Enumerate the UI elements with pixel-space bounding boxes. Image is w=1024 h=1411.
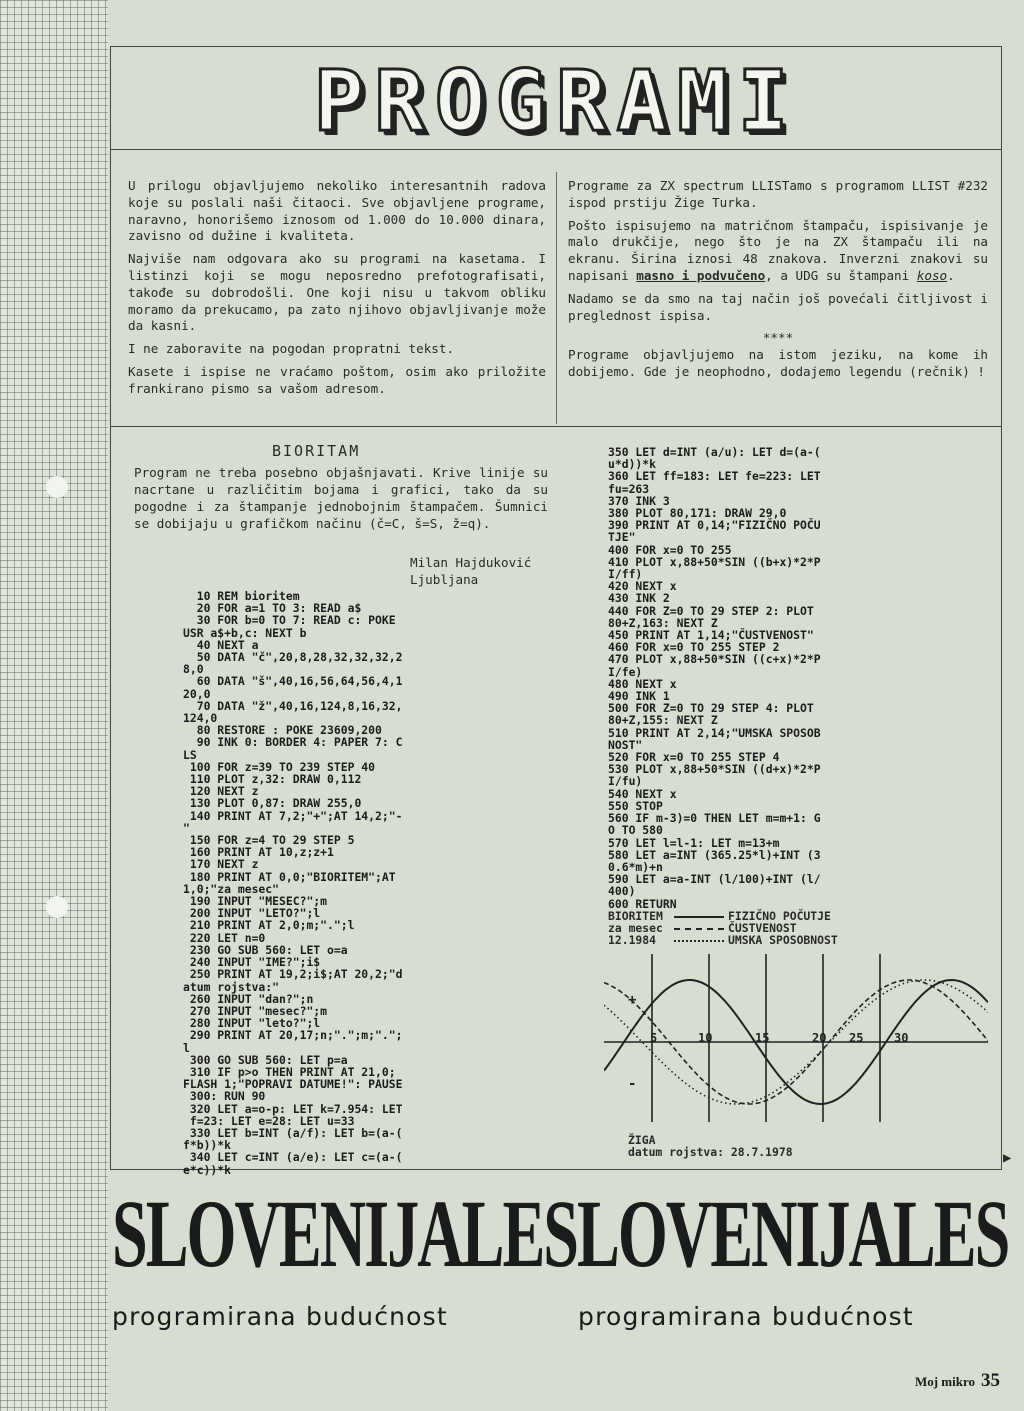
- intro-paragraph: U prilogu objavljujemo nekoliko interesantnih radova koje su poslali naši čitaoci. Sve objavljene programe, naravno, honorišemo iznosom od 1.000 do 10.000 dinara, zavisno od dužine i kvaliteta.: [128, 178, 546, 244]
- tick-label: 5: [650, 1031, 658, 1045]
- legend-series: ČUSTVENOST: [728, 921, 797, 936]
- section-divider: [110, 426, 1002, 427]
- legend-heading: za mesec: [608, 921, 663, 936]
- intro-right-column: [568, 178, 988, 387]
- minus-label: -: [628, 1076, 637, 1092]
- binder-hole: [46, 476, 68, 498]
- intro-paragraph: Nadamo se da smo na taj način još povećali čitljivost i preglednost ispisa.: [568, 290, 988, 323]
- legend-solid-line: [674, 916, 724, 918]
- title-box: [110, 46, 1002, 150]
- legend-series: UMSKA SPOSOBNOST: [728, 933, 838, 948]
- code-listing-left: 10 REM bioritem 20 FOR a=1 TO 3: READ a$ 30 FOR b=0 TO 7: READ c: POKE USR a$+b,c: NEXT b 40 NEXT a 50 DATA "č",20,8,28,32,32,32,2 8,0 60 DATA "š",40,16,56,64,56,4,1 20,0 70 DATA "ž",40,16,124,8,16,32, 124,0 80 RESTORE : POKE 23609,200 90 INK 0: BORDER 4: PAPER 7: C LS 100 FOR z=39 TO 239 STEP 40 110 PLOT z,32: DRAW 0,112 120 NEXT z 130 PLOT 0,87: DRAW 255,0 140 PRINT AT 7,2;"+";AT 14,2;"- " 150 FOR z=4 TO 29 STEP 5 160 PRINT AT 10,z;z+1 170 NEXT z 180 PRINT AT 0,0;"BIORITEM";AT 1,0;"za mesec" 190 INPUT "MESEC?";m 200 INPUT "LETO?";l 210 PRINT AT 2,0;m;".";l 220 LET n=0 230 GO SUB 560: LET o=a 240 INPUT "IME?";i$ 250 PRINT AT 19,2;i$;AT 20,2;"d atum rojstva:" 260 INPUT "dan?";n 270 INPUT "mesec?";m 280 INPUT "leto?";l 290 PRINT AT 20,17;n;".";m;"."; l 300 GO SUB 560: LET p=a 310 IF p>o THEN PRINT AT 21,0; FLASH 1;"POPRAVI DATUME!": PAUSE 300: RUN 90 320 LET a=o-p: LET k=7.954: LET f=23: LET e=28: LET u=33 330 LET b=INT (a/f): LET b=(a-( f*b))*k 340 LET c=INT (a/e): LET c=(a-( e*c))*k: [183, 589, 403, 1177]
- intro-paragraph: Programe za ZX spectrum LLISTamo s programom LLIST #232 ispod prstiju Žige Turka.: [568, 178, 988, 210]
- text-run: , a UDG su štampani: [765, 267, 917, 283]
- intro-paragraph: Kasete i ispise ne vraćamo poštom, osim ako priložite frankirano pismo sa vašom adresom.: [128, 363, 546, 396]
- intro-paragraph: Programe objavljujemo na istom jeziku, na kome ih dobijemo. Gde je neophodno, dodajemo legendu (rečnik) !: [568, 347, 988, 379]
- italic-text: koso: [916, 267, 948, 283]
- intro-left-column: [128, 178, 546, 404]
- legend-heading: 12.1984: [608, 933, 657, 948]
- intro-paragraph: [568, 218, 988, 285]
- biorhythm-graph: [604, 950, 988, 1130]
- plus-label: +: [628, 992, 637, 1008]
- author-city: Ljubljana: [410, 572, 479, 587]
- tick-label: 30: [894, 1031, 909, 1045]
- continue-arrow-icon: ▶: [1003, 1150, 1012, 1166]
- legend-heading: BIORITEM: [608, 909, 663, 923]
- article-text: Program ne treba posebno objašnjavati. Krive linije su nacrtane u različitim bojama i grafici, tako da su pogodne i za štampanje jednobojnim štampačem. Šumnici se dobijaju u grafičkom načinu (č=C, š=S, ž=q).: [134, 465, 548, 531]
- article-body: [134, 464, 548, 532]
- author-name: Milan Hajduković: [410, 555, 532, 570]
- bold-underlined-text: masno i podvučeno: [636, 267, 766, 283]
- advertisement-tagline: programirana budućnost: [112, 1302, 448, 1331]
- text-run: .: [947, 267, 955, 283]
- caption-name: ŽIGA: [628, 1133, 656, 1147]
- page-title: PROGRAMI: [313, 52, 799, 150]
- text-run: Pošto ispisujemo na matričnom štampaču, ispisivanje je malo drukčije, nego što je na ZX štampaču ili na ekranu. Širina iznosi 48 znakova. Inverzni znakovi su napisani: [568, 217, 988, 283]
- page-number: 35: [981, 1370, 1000, 1391]
- tick-label: 10: [698, 1031, 713, 1045]
- caption-date: datum rojstva: 28.7.1978: [628, 1145, 793, 1160]
- magazine-name: Moj mikro: [914, 1374, 975, 1389]
- tick-label: 15: [755, 1031, 770, 1045]
- legend-dashed-line: [674, 928, 724, 930]
- advertisement-tagline: programirana budućnost: [578, 1302, 914, 1331]
- graph-legend: [608, 910, 838, 947]
- article-title: BIORITAM: [272, 442, 361, 460]
- legend-series: FIZIČNO POČUTJE: [728, 909, 831, 923]
- column-divider: [556, 172, 557, 424]
- page-footer: [915, 1370, 1000, 1392]
- graph-paper-strip: [0, 0, 108, 1411]
- legend-dotted-line: [674, 940, 724, 942]
- tick-label: 25: [849, 1031, 864, 1045]
- intro-paragraph: I ne zaboravite na pogodan propratni tekst.: [128, 341, 455, 357]
- intro-paragraph: Najviše nam odgovara ako su programi na kasetama. I listinzi koji se mogu neposredno prefotografisati, takođe su dobrodošli. One koji nisu u takvom obliku moramo da prekucamo, pa zato njihovo objavljivanje može da kasni.: [128, 251, 546, 334]
- code-listing-right: 350 LET d=INT (a/u): LET d=(a-( u*d))*k 360 LET ff=183: LET fe=223: LET fu=263 370 INK 3 380 PLOT 80,171: DRAW 29,0 390 PRINT AT 0,14;"FIZIČNO POČU TJE" 400 FOR x=0 TO 255 410 PLOT x,88+50*SIN ((b+x)*2*P I/ff) 420 NEXT x 430 INK 2 440 FOR Z=0 TO 29 STEP 2: PLOT 80+Z,163: NEXT Z 450 PRINT AT 1,14;"ČUSTVENOST" 460 FOR x=0 TO 255 STEP 2 470 PLOT x,88+50*SIN ((c+x)*2*P I/fe) 480 NEXT x 490 INK 1 500 FOR Z=0 TO 29 STEP 4: PLOT 80+Z,155: NEXT Z 510 PRINT AT 2,14;"UMSKA SPOSOB NOST" 520 FOR x=0 TO 255 STEP 4 530 PLOT x,88+50*SIN ((d+x)*2*P I/fu) 540 NEXT x 550 STOP 560 IF m-3)=0 THEN LET m=m+1: G O TO 580 570 LET l=l-1: LET m=13+m 580 LET a=INT (365.25*l)+INT (3 0.6*m)+n 590 LET a=a-INT (l/100)+INT (l/ 400) 600 RETURN: [608, 445, 821, 911]
- graph-caption: [628, 1134, 793, 1158]
- separator-stars: ****: [762, 330, 794, 346]
- binder-hole: [46, 896, 68, 918]
- advertisement-banner: SLOVENIJALESLOVENIJALES: [112, 1188, 1009, 1280]
- author: [410, 554, 531, 588]
- tick-label: 20: [812, 1031, 827, 1045]
